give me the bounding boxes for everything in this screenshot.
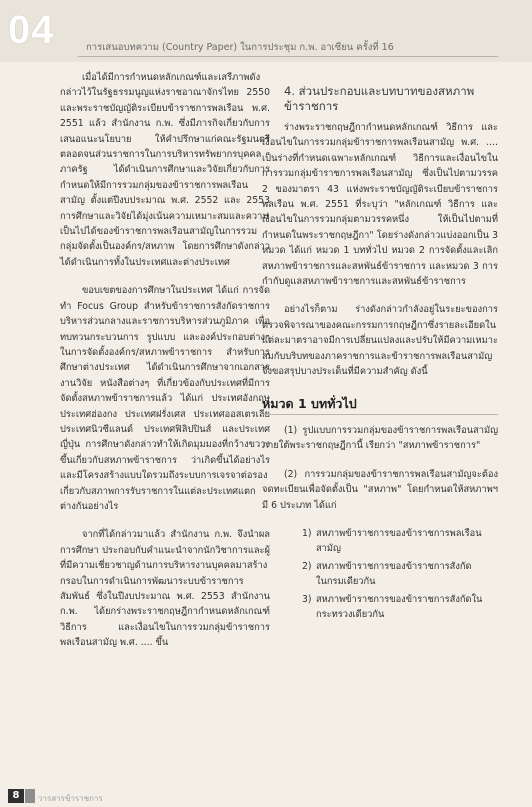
paragraph: จากที่ได้กล่าวมาแล้ว สำนักงาน ก.พ. จึงนำผลการศึกษา ประกอบกับคำแนะนำจากนักวิชาการและผู้ที่มีความเชี่ยวชาญด้านการบริหารงานบุคคลมาสร้างกรอบในการดำเนินการพัฒนาระบบข้าราชการสัมพันธ์ ซึ่งในปีงบประมาณ พ.ศ. 2553 สำนักงาน ก.พ. ได้ยกร่างพระราชกฤษฎีกากำหนดหลักเกณฑ์ วิธีการ และเงื่อนไขในการรวมกลุ่มข้าราชการพลเรือนสามัญ พ.ศ. .... ขึ้น xyxy=(60,529,270,649)
list-item xyxy=(302,592,498,623)
type-list xyxy=(302,526,498,622)
page-number: 8 xyxy=(8,789,24,803)
paragraph: ร่างพระราชกฤษฎีกากำหนดหลักเกณฑ์ วิธีการ และเงื่อนไขในการรวมกลุ่มข้าราชการพลเรือนสามัญ พ.ศ. .... เป็นร่างที่กำหนดเฉพาะหลักเกณฑ์ วิธีการและเงื่อนไขในการรวมกลุ่มข้าราชการพลเรือนสามัญ ซึ่งเป็นไปตามวรรค 2 ของมาตรา 43 แห่งพระราชบัญญัติระเบียบข้าราชการพลเรือน พ.ศ. 2551 ที่ระบุว่า "หลักเกณฑ์ วิธีการ และเงื่อนไขในการรวมกลุ่มตามวรรคหนึ่ง ให้เป็นไปตามที่กำหนดในพระราชกฤษฎีกา" โดยร่างดังกล่าวแบ่งออกเป็น 3 หมวด ได้แก่ หมวด 1 บททั่วไป หมวด 2 การจัดตั้งและเลิกสหภาพข้าราชการและสหพันธ์ข้าราชการ และหมวด 3 การกำกับดูแลสหภาพข้าราชการและสหพันธ์ข้าราชการ xyxy=(262,122,498,288)
footer-mark xyxy=(25,789,35,803)
chapter-heading: หมวด 1 บททั่วไป xyxy=(262,396,498,415)
running-header-title: การเสนอบทความ (Country Paper) ในการประชุม ก.พ. อาเซียน ครั้งที่ 16 xyxy=(86,42,394,53)
list-item-text: สหภาพข้าราชการของข้าราชการสังกัดในกระทรวงเดียวกัน xyxy=(316,593,483,620)
paragraph: (2) การรวมกลุ่มของข้าราชการพลเรือนสามัญจะต้องจดทะเบียนเพื่อจัดตั้งเป็น "สหภาพ" โดยกำหนดให้สหภาพฯ มี 6 ประเภท ได้แก่ xyxy=(262,468,498,511)
list-item xyxy=(302,526,498,557)
list-item-number: 1) xyxy=(302,527,312,539)
chapter-number: 04 xyxy=(8,8,55,52)
page-footer xyxy=(0,786,532,807)
right-column xyxy=(262,70,498,624)
section-title: 4. ส่วนประกอบและบทบาทของสหภาพข้าราชการ xyxy=(284,84,475,113)
footer-text: วารสารข้าราชการ xyxy=(38,794,103,803)
paragraph: (1) รูปแบบการรวมกลุ่มของข้าราชการพลเรือนสามัญภายใต้พระราชกฤษฎีกานี้ เรียกว่า "สหภาพข้าราชการ" xyxy=(262,424,498,452)
list-item-number: 3) xyxy=(302,593,312,605)
page-header xyxy=(0,0,532,62)
header-divider xyxy=(78,56,498,57)
list-item-text: สหภาพข้าราชการของข้าราชการพลเรือนสามัญ xyxy=(316,527,482,555)
paragraph: ขอบเขตของการศึกษาในประเทศ ได้แก่ การจัดทำ Focus Group สำหรับข้าราชการสังกัดราชการบริหารส่วนกลางและราชการบริหารส่วนภูมิภาค เพื่อทบทวนกระบวนการ รูปแบบ และองค์ประกอบต่างๆ ในการจัดตั้งองค์กร/สหภาพข้าราชการ สำหรับการศึกษาต่างประเทศ ได้ดำเนินการศึกษาจากเอกสาร งานวิจัย หนังสือต่างๆ ที่เกี่ยวข้องกับประเทศที่มีการจัดตั้งสหภาพข้าราชการแล้ว ได้แก่ ประเทศอังกฤษ ประเทศฮ่องกง ประเทศฝรั่งเศส ประเทศออสเตรเลีย ประเทศนิวซีแลนด์ ประเทศฟิลิปปินส์ และประเทศญี่ปุ่น การศึกษาดังกล่าวทำให้เกิดมุมมองที่กว้างขวางขึ้นเกี่ยวกับสหภาพข้าราชการ ว่าเกิดขึ้นได้อย่างไร และมีโครงสร้างแบบใดรวมถึงระบบการเจรจาต่อรองเกี่ยวกับสภาพการรับราชการในแต่ละประเทศแตกต่างกันอย่างไร xyxy=(60,285,270,512)
left-column xyxy=(60,70,270,664)
paragraph: เมื่อได้มีการกำหนดหลักเกณฑ์และเสรีภาพดังกล่าวไว้ในรัฐธรรมนูญแห่งราชอาณาจักรไทย 2550 และพระราชบัญญัติระเบียบข้าราชการพลเรือน พ.ศ. 2551 แล้ว สำนักงาน ก.พ. ซึ่งมีภารกิจเกี่ยวกับการเสนอแนะนโยบาย ให้คำปรึกษาแก่คณะรัฐมนตรีตลอดจนส่วนราชการในการบริหารทรัพยากรบุคคลภาครัฐ ได้ดำเนินการศึกษาและวิจัยเกี่ยวกับการกำหนดให้มีการรวมกลุ่มของข้าราชการพลเรือนสามัญ ตั้งแต่ปีงบประมาณ พ.ศ. 2552 และ 2553 การศึกษาและวิจัยได้มุ่งเน้นความเหมาะสมและความเป็นไปได้ของข้าราชการพลเรือนสามัญในการรวมกลุ่มจัดตั้งเป็นองค์กร/สหภาพ โดยการศึกษาดังกล่าวได้ดำเนินการทั้งในประเทศและต่างประเทศ xyxy=(60,72,270,268)
list-item-number: 2) xyxy=(302,560,312,572)
list-item xyxy=(302,559,498,590)
paragraph: อย่างไรก็ตาม ร่างดังกล่าวกำลังอยู่ในระยะของการตรวจพิจารณาของคณะกรรมการกฤษฎีกาซึ่งรายละเอียดในแต่ละมาตราอาจมีการเปลี่ยนแปลงและปรับให้มีความเหมาะสมกับบริบทของภาคราชการและข้าราชการพลเรือนสามัญ จึงขอสรุปบางประเด็นที่มีความสำคัญ ดังนี้ xyxy=(262,304,498,378)
list-item-text: สหภาพข้าราชการของข้าราชการสังกัดในกรมเดียวกัน xyxy=(316,560,472,588)
